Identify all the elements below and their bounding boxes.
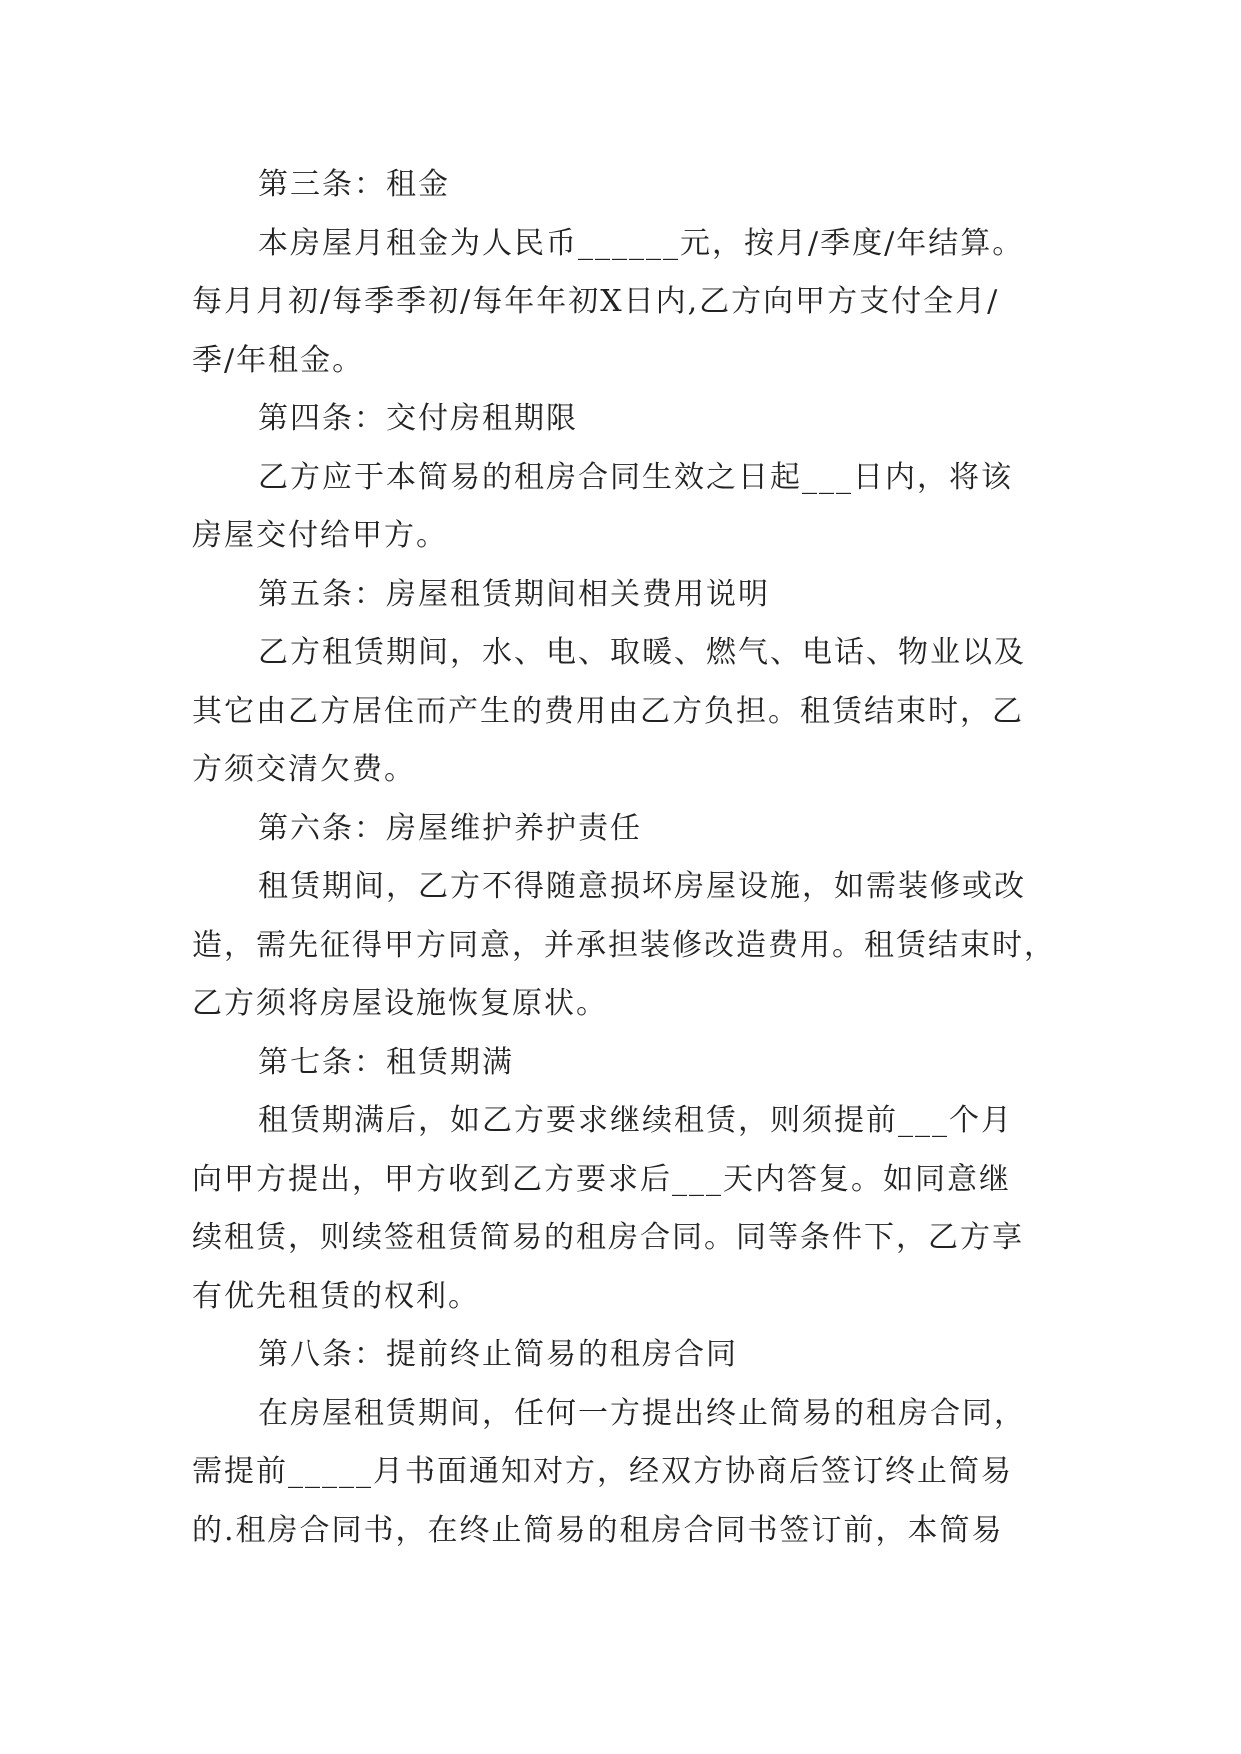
article-6-text-line: 乙方须将房屋设施恢复原状。 [192, 986, 608, 1021]
article-3-text-line: 季/年租金。 [192, 342, 365, 378]
article-4-text-line: 乙方应于本简易的租房合同生效之日起___日内，将该 [258, 459, 1013, 495]
article-7-heading: 第七条：租赁期满 [258, 1044, 514, 1080]
article-7-text-line: 向甲方提出，甲方收到乙方要求后___天内答复。如同意继 [192, 1161, 1011, 1197]
article-5-text-line: 其它由乙方居住而产生的费用由乙方负担。租赁结束时，乙 [192, 693, 1024, 729]
article-7-text-line: 续租赁，则续签租赁简易的租房合同。同等条件下，乙方享 [192, 1220, 1024, 1255]
article-6-text-line: 造，需先征得甲方同意，并承担装修改造费用。租赁结束时， [192, 927, 1056, 963]
article-7-text-line: 租赁期满后，如乙方要求继续租赁，则须提前___个月 [258, 1103, 1013, 1138]
article-4-text-line: 房屋交付给甲方。 [192, 518, 448, 553]
article-3-text-line: 本房屋月租金为人民币______元，按月/季度/年结算。 [258, 225, 1025, 261]
article-7-text-line: 有优先租赁的权利。 [192, 1278, 480, 1314]
article-5-text-line: 乙方租赁期间，水、电、取暖、燃气、电话、物业以及 [258, 635, 1026, 670]
article-3-heading: 第三条：租金 [258, 167, 450, 202]
article-3-text-line: 每月月初/每季季初/每年年初X日内,乙方向甲方支付全月/ [192, 284, 1000, 319]
article-8-text-line: 在房屋租赁期间，任何一方提出终止简易的租房合同， [258, 1395, 1026, 1431]
article-8-heading: 第八条：提前终止简易的租房合同 [258, 1337, 738, 1372]
article-6-text-line: 租赁期间，乙方不得随意损坏房屋设施，如需装修或改 [258, 869, 1026, 904]
article-8-text-line: 需提前_____月书面通知对方，经双方协商后签订终止简易 [192, 1454, 1013, 1489]
article-4-heading: 第四条：交付房租期限 [258, 401, 578, 436]
article-6-heading: 第六条：房屋维护养护责任 [258, 810, 642, 846]
article-5-heading: 第五条：房屋租赁期间相关费用说明 [258, 576, 770, 612]
article-5-text-line: 方须交清欠费。 [192, 752, 416, 787]
document-body [192, 156, 1056, 1560]
article-8-text-line: 的.租房合同书，在终止简易的租房合同书签订前，本简易 [192, 1512, 1004, 1548]
